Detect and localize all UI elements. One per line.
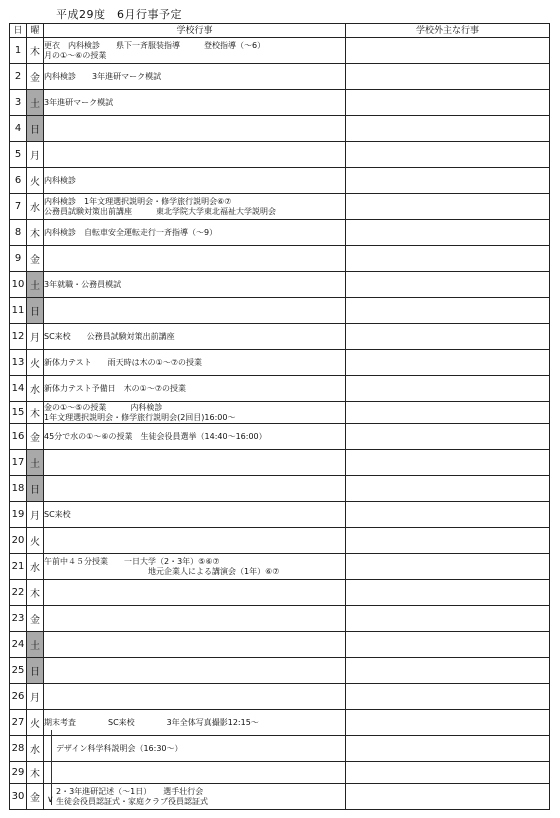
weekday: 月: [27, 502, 44, 528]
weekday: 木: [27, 38, 44, 64]
school-event-cell: [44, 376, 346, 402]
weekday: 火: [27, 710, 44, 736]
day-number: 30: [10, 784, 27, 810]
table-row: [10, 784, 550, 810]
outside-event-cell: [346, 658, 550, 684]
event-line: 内科検診 自転車安全運転走行一斉指導（～9）: [44, 227, 218, 237]
weekday: 月: [27, 142, 44, 168]
school-event-cell: [44, 64, 346, 90]
event-line: 内科検診: [44, 175, 76, 185]
day-number: 12: [10, 324, 27, 350]
school-event-cell: [44, 142, 346, 168]
school-event-cell: [44, 554, 346, 580]
day-number: 1: [10, 38, 27, 64]
table-row: [10, 554, 550, 580]
table-row: [10, 38, 550, 64]
outside-event-cell: [346, 554, 550, 580]
school-event-cell: [44, 246, 346, 272]
event-line: 3年就職・公務員模試: [44, 279, 122, 289]
table-row: [10, 736, 550, 762]
outside-event-cell: [346, 350, 550, 376]
weekday: 月: [27, 684, 44, 710]
school-event-cell: [44, 168, 346, 194]
weekday: 木: [27, 402, 44, 424]
day-number: 15: [10, 402, 27, 424]
weekday: 月: [27, 324, 44, 350]
school-event-cell: [44, 116, 346, 142]
day-number: 2: [10, 64, 27, 90]
day-number: 14: [10, 376, 27, 402]
event-line: SC来校: [44, 509, 71, 519]
weekday: 日: [27, 298, 44, 324]
school-event-cell: [44, 194, 346, 220]
day-number: 16: [10, 424, 27, 450]
event-line: 内科検診 3年進研マーク模試: [44, 71, 162, 81]
day-number: 24: [10, 632, 27, 658]
table-row: [10, 424, 550, 450]
day-number: 25: [10, 658, 27, 684]
day-number: 23: [10, 606, 27, 632]
outside-event-cell: [346, 528, 550, 554]
school-event-cell: [44, 324, 346, 350]
event-line: 午前中４５分授業 一日大学（2・3年）⑤⑥⑦: [44, 556, 220, 566]
day-number: 4: [10, 116, 27, 142]
schedule-body: [10, 38, 550, 810]
table-row: [10, 350, 550, 376]
table-row: [10, 684, 550, 710]
day-number: 28: [10, 736, 27, 762]
day-number: 29: [10, 762, 27, 784]
day-number: 5: [10, 142, 27, 168]
school-event-cell: [44, 476, 346, 502]
weekday: 金: [27, 606, 44, 632]
event-line: 内科検診 1年文理選択説明会・修学旅行説明会⑥⑦: [44, 196, 232, 206]
outside-event-cell: [346, 246, 550, 272]
event-line: 更衣 内科検診 県下一斉服装指導 登校指導（～6）: [44, 40, 266, 50]
table-row: [10, 298, 550, 324]
outside-event-cell: [346, 476, 550, 502]
table-row: [10, 632, 550, 658]
header-weekday: 曜: [27, 24, 44, 38]
school-event-cell: [44, 528, 346, 554]
weekday: 木: [27, 762, 44, 784]
table-row: [10, 324, 550, 350]
header-outside-events: 学校外主な行事: [346, 24, 550, 38]
day-number: 26: [10, 684, 27, 710]
weekday: 木: [27, 220, 44, 246]
day-number: 3: [10, 90, 27, 116]
table-row: [10, 90, 550, 116]
weekday: 土: [27, 90, 44, 116]
event-line: 新体力テスト予備日 木の①～⑦の授業: [44, 383, 187, 393]
school-event-cell: [44, 684, 346, 710]
event-line: SC来校 公務員試験対策出前講座: [44, 331, 175, 341]
outside-event-cell: [346, 632, 550, 658]
continuation-arrow-line: [51, 730, 52, 805]
school-event-cell: [44, 658, 346, 684]
table-row: [10, 64, 550, 90]
table-row: [10, 246, 550, 272]
school-event-cell: [44, 580, 346, 606]
weekday: 金: [27, 424, 44, 450]
school-event-cell: [44, 402, 346, 424]
outside-event-cell: [346, 324, 550, 350]
weekday: 水: [27, 376, 44, 402]
school-event-cell: [44, 450, 346, 476]
outside-event-cell: [346, 502, 550, 528]
table-row: [10, 710, 550, 736]
table-row: [10, 142, 550, 168]
school-event-cell: [44, 350, 346, 376]
table-row: [10, 220, 550, 246]
weekday: 木: [27, 580, 44, 606]
school-event-cell: [44, 298, 346, 324]
event-line: デザイン科学科説明会（16:30～）: [56, 743, 183, 753]
school-event-cell: [44, 220, 346, 246]
outside-event-cell: [346, 194, 550, 220]
schedule-table: [9, 23, 550, 810]
outside-event-cell: [346, 220, 550, 246]
table-row: [10, 168, 550, 194]
event-line: 生徒会役員認証式・家庭クラブ役員認証式: [56, 796, 208, 806]
table-row: [10, 528, 550, 554]
outside-event-cell: [346, 606, 550, 632]
day-number: 18: [10, 476, 27, 502]
outside-event-cell: [346, 376, 550, 402]
table-row: [10, 762, 550, 784]
outside-event-cell: [346, 424, 550, 450]
event-line: 45分で水の①～⑥の授業 生徒会役員選挙（14:40～16:00）: [44, 431, 267, 441]
header-school-events: 学校行事: [44, 24, 346, 38]
event-line: 金の①～⑤の授業 内科検診: [44, 402, 163, 412]
day-number: 9: [10, 246, 27, 272]
school-event-cell: [44, 90, 346, 116]
day-number: 21: [10, 554, 27, 580]
event-line: 新体力テスト 雨天時は木の①～⑦の授業: [44, 357, 203, 367]
school-event-cell: [44, 632, 346, 658]
table-row: [10, 580, 550, 606]
day-number: 6: [10, 168, 27, 194]
table-row: [10, 658, 550, 684]
outside-event-cell: [346, 64, 550, 90]
day-number: 13: [10, 350, 27, 376]
outside-event-cell: [346, 298, 550, 324]
weekday: 土: [27, 632, 44, 658]
table-row: [10, 272, 550, 298]
school-event-cell: [44, 272, 346, 298]
weekday: 日: [27, 116, 44, 142]
school-event-cell: [44, 38, 346, 64]
outside-event-cell: [346, 736, 550, 762]
day-number: 17: [10, 450, 27, 476]
table-row: [10, 116, 550, 142]
outside-event-cell: [346, 402, 550, 424]
table-row: [10, 502, 550, 528]
outside-event-cell: [346, 168, 550, 194]
day-number: 20: [10, 528, 27, 554]
weekday: 水: [27, 736, 44, 762]
event-line: 地元企業人による講演会（1年）⑥⑦: [44, 566, 280, 576]
weekday: 日: [27, 658, 44, 684]
school-event-cell: [44, 762, 346, 784]
day-number: 27: [10, 710, 27, 736]
weekday: 金: [27, 246, 44, 272]
table-row: [10, 376, 550, 402]
weekday: 土: [27, 450, 44, 476]
outside-event-cell: [346, 710, 550, 736]
weekday: 火: [27, 168, 44, 194]
school-event-cell: [44, 736, 346, 762]
weekday: 土: [27, 272, 44, 298]
table-row: [10, 476, 550, 502]
event-line: 1年文理選択説明会・修学旅行説明会(2回目)16:00～: [44, 412, 236, 422]
day-number: 7: [10, 194, 27, 220]
event-line: 3年進研マーク模試: [44, 97, 114, 107]
outside-event-cell: [346, 784, 550, 810]
school-event-cell: [44, 502, 346, 528]
outside-event-cell: [346, 580, 550, 606]
school-event-cell: [44, 424, 346, 450]
school-event-cell: [44, 784, 346, 810]
table-header-row: [10, 24, 550, 38]
continuation-arrow-head: ∨: [47, 795, 54, 805]
event-line: 月の①～⑥の授業: [44, 50, 107, 60]
weekday: 水: [27, 554, 44, 580]
outside-event-cell: [346, 90, 550, 116]
table-row: [10, 402, 550, 424]
page-title: 平成29度 6月行事予定: [56, 8, 182, 21]
weekday: 火: [27, 350, 44, 376]
table-row: [10, 194, 550, 220]
outside-event-cell: [346, 272, 550, 298]
day-number: 11: [10, 298, 27, 324]
day-number: 10: [10, 272, 27, 298]
outside-event-cell: [346, 116, 550, 142]
school-event-cell: [44, 606, 346, 632]
weekday: 金: [27, 784, 44, 810]
header-day: 日: [10, 24, 27, 38]
outside-event-cell: [346, 684, 550, 710]
outside-event-cell: [346, 450, 550, 476]
weekday: 日: [27, 476, 44, 502]
weekday: 火: [27, 528, 44, 554]
outside-event-cell: [346, 762, 550, 784]
event-line: 2・3年進研記述（～1日） 選手壮行会: [56, 786, 204, 796]
table-row: [10, 606, 550, 632]
day-number: 22: [10, 580, 27, 606]
school-event-cell: [44, 710, 346, 736]
day-number: 19: [10, 502, 27, 528]
weekday: 水: [27, 194, 44, 220]
event-line: 公務員試験対策出前講座 東北学院大学東北福祉大学説明会: [44, 206, 276, 216]
outside-event-cell: [346, 142, 550, 168]
day-number: 8: [10, 220, 27, 246]
event-line: 期末考査 SC来校 3年全体写真撮影12:15～: [44, 717, 259, 727]
table-row: [10, 450, 550, 476]
outside-event-cell: [346, 38, 550, 64]
weekday: 金: [27, 64, 44, 90]
